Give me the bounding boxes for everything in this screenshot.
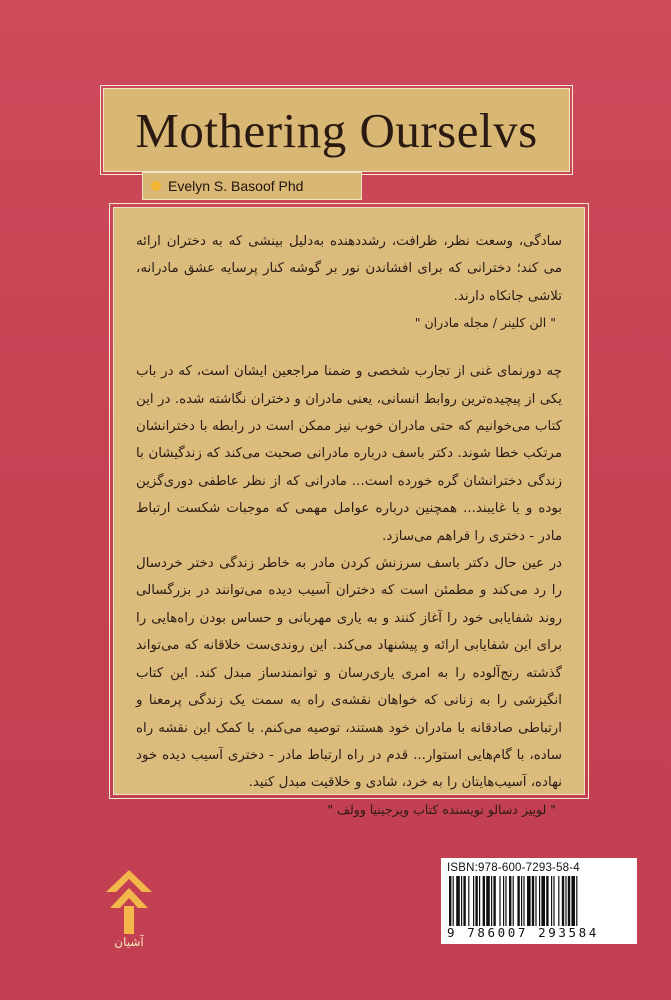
blurb-paragraph-1: سادگی، وسعت نظر، ظرافت، رشددهنده به‌دلیل بینشی که به دختران ارائه می کند؛ دخترانی که برای افشاندن نور بر گوشه کنار پرسایه عشق مادرانه، تلاشی جانکاه دارند. [136, 234, 562, 304]
blurb-paragraph-2: چه دورنمای غنی از تجارب شخصی و ضمنا مراجعین ایشان است، که در باب یکی از پیچیده‌ترین روابط انسانی، یعنی مادران و دختران نگاشته شده. در این کتاب می‌خوانیم که حتی مادران خوب نیز ممکن است در رابطه با دخترانشان مرتکب خطا شوند. دکتر باسف درباره مادرانی صحبت می‌کند که زندگیشان با زندگی دخترانشان گره خورده است... مادرانی که از نظر عاطفی دوری‌گزین بوده و یا غایبند... همچنین درباره عوامل مهمی که موجبات شکست ارتباط مادر - دختری را فراهم می‌سازد. [136, 364, 562, 544]
isbn-barcode-box [441, 858, 637, 944]
blurb-panel [113, 207, 585, 817]
title-box [103, 88, 570, 172]
isbn-label: ISBN:978-600-7293-58-4 [447, 862, 580, 874]
publisher-logo-icon [104, 868, 154, 944]
quote-attribution-1: " الن کلینر / مجله مادران " [414, 315, 556, 331]
publisher-name: آشیان [114, 935, 144, 949]
quote-attribution-2: " لوییز دسالو نویسنده کتاب ویرجینیا وولف " [327, 801, 556, 817]
barcode-image [447, 876, 631, 926]
bullet-dot-icon [151, 181, 161, 191]
author-box [142, 172, 362, 200]
blurb-paragraph-3: در عین حال دکتر باسف سرزنش کردن مادر به خاطر زندگی دختر خردسال را رد می‌کند و مطمئن است که دختران آسیب دیده می‌توانند در بزرگسالی روند شفایابی خود را آغاز کنند و به یاری مهربانی و حساس بودن راه‌هایی را برای این شفایابی ارائه و پیشنهاد می‌کند. این روندی‌ست خلاقانه که می‌تواند گذشته رنج‌آلوده را به امری یاری‌رسان و توانمندساز مبدل کند. این کتاب انگیزشی را به زنانی که خواهان نقشه‌ی راه به سمت یک زندگی پرمعنا و ارتباطی صادقانه با مادران خود هستند، توصیه می‌کنم. با کمک این نقشه راه ساده، با گام‌هایی استوار... قدم در راه ارتباط مادر - دختری آسیب دیده خود نهاده، آسیب‌هایتان را به خرد، شادی و خلاقیت مبدل کنید. [136, 556, 562, 791]
author-name: Evelyn S. Basoof Phd [168, 178, 304, 194]
paragraph-gap [136, 336, 562, 358]
book-title: Mothering Ourselvs [135, 102, 538, 158]
barcode-digits: 9 786007 293584 [447, 925, 599, 940]
